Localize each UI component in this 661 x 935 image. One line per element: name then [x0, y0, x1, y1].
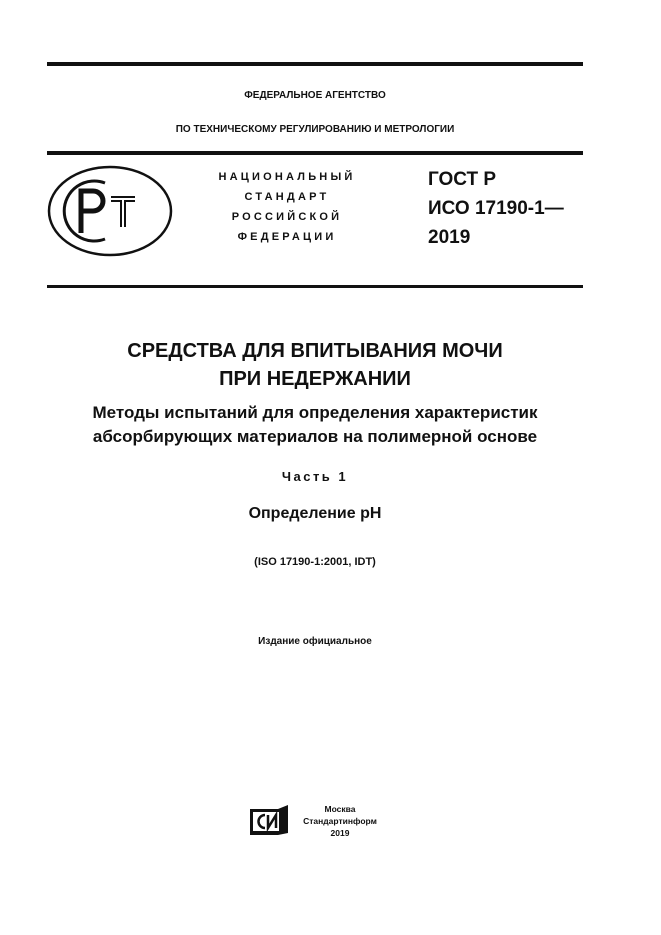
- designation-line: 2019: [428, 227, 471, 248]
- standard-type-line: СТАНДАРТ: [244, 191, 330, 203]
- standard-type-line: РОССИЙСКОЙ: [231, 211, 343, 223]
- publisher-year: 2019: [330, 828, 350, 838]
- publisher-city: Москва: [324, 804, 356, 814]
- designation-line: ИСО 17190-1—: [428, 198, 564, 219]
- agency-line-2: ПО ТЕХНИЧЕСКОМУ РЕГУЛИРОВАНИЮ И МЕТРОЛОГИИ: [175, 124, 455, 135]
- publisher-name: Стандартинформ: [303, 816, 377, 826]
- part-title: Определение pH: [248, 505, 382, 522]
- part-number: Часть 1: [281, 469, 349, 484]
- designation-line: ГОСТ Р: [428, 169, 497, 190]
- subtitle-line-2: абсорбирующих материалов на полимерной основе: [92, 427, 538, 446]
- subtitle-line-1: Методы испытаний для определения характеристик: [92, 403, 538, 422]
- gost-r-logo-icon: [45, 163, 175, 259]
- standard-type-line: НАЦИОНАЛЬНЫЙ: [218, 171, 356, 183]
- edition-label: Издание официальное: [258, 636, 372, 647]
- top-rule: [47, 62, 583, 66]
- title-line-1: СРЕДСТВА ДЛЯ ВПИТЫВАНИЯ МОЧИ: [127, 340, 503, 362]
- header-rule: [47, 151, 583, 155]
- section-rule: [47, 285, 583, 288]
- standartinform-logo-icon: [248, 803, 290, 837]
- title-line-2: ПРИ НЕДЕРЖАНИИ: [219, 368, 411, 390]
- agency-line-1: ФЕДЕРАЛЬНОЕ АГЕНТСТВО: [244, 90, 386, 101]
- iso-reference: (ISO 17190-1:2001, IDT): [254, 556, 376, 568]
- standard-type-line: ФЕДЕРАЦИИ: [237, 231, 337, 243]
